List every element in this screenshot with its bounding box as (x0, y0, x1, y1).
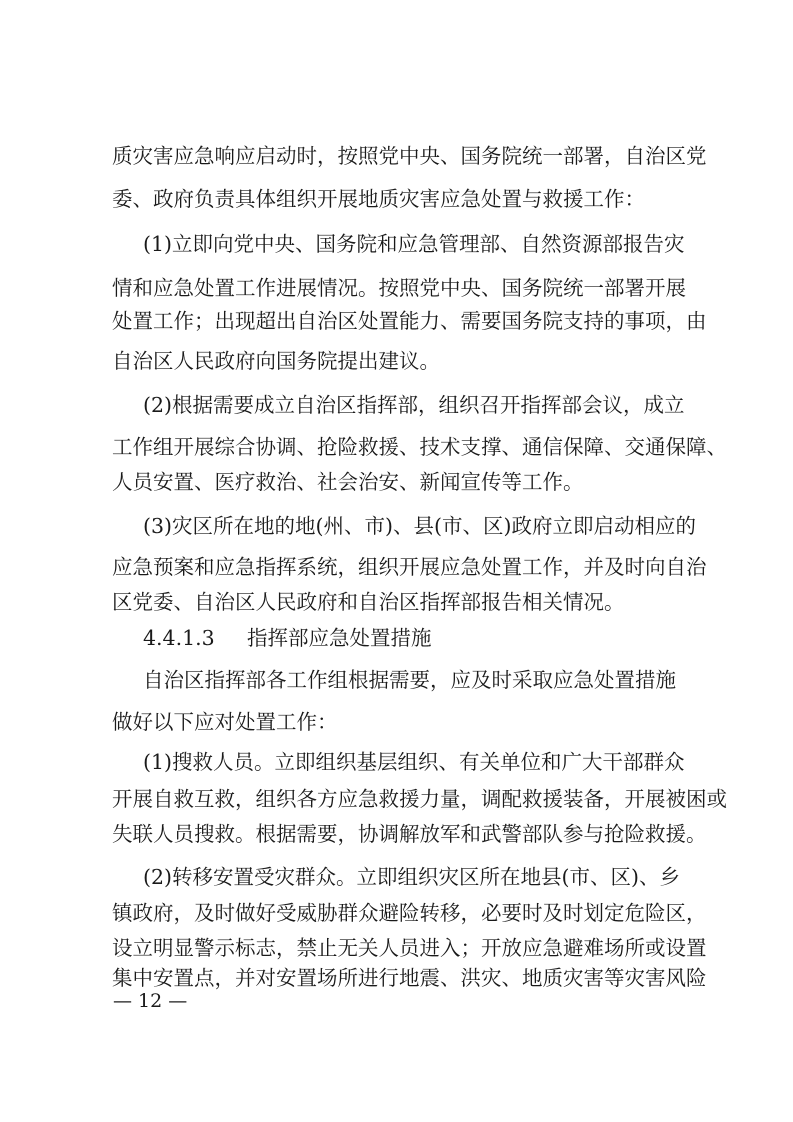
body-text-line (0, 383, 793, 427)
text-segment: 集中安置点，并对安置场所进行地震、洪灾、地质灾害等灾害风险 (112, 966, 707, 990)
text-segment: 委、政府负责具体组织开展地质灾害应急处置与救援工作： (112, 187, 645, 211)
text-segment: 开展自救互救，组织各方应急救援力量，调配救援装备，开展被困或 (112, 787, 727, 811)
text-segment: 镇政府，及时做好受威胁群众避险转移，必要时及时划定危险区， (112, 901, 707, 925)
body-text-line (0, 222, 793, 266)
text-segment: 做好以下应对处置工作： (112, 710, 338, 734)
text-segment: (2)转移安置受灾群众。立即组织灾区所在地县(市、区)、乡 (143, 865, 681, 889)
body-text-line (0, 460, 793, 504)
text-segment: 情和应急处置工作进展情况。按照党中央、国务院统一部署开展 (112, 276, 686, 300)
body-text-line (0, 299, 793, 343)
text-segment: 处置工作；出现超出自治区处置能力、需要国务院支持的事项，由 (112, 309, 707, 333)
text-segment: 失联人员搜救。根据需要，协调解放军和武警部队参与抢险救援。 (112, 822, 707, 846)
text-segment: (2)根据需要成立自治区指挥部，组织召开指挥部会议，成立 (143, 393, 685, 417)
section-heading (0, 616, 793, 660)
text-segment: 人员安置、医疗救治、社会治安、新闻宣传等工作。 (112, 470, 584, 494)
text-segment: (3)灾区所在地的地(州、市)、县(市、区)政府立即启动相应的 (143, 514, 697, 538)
text-segment: (1)立即向党中央、国务院和应急管理部、自然资源部报告灾 (143, 232, 685, 256)
body-text-line (0, 134, 793, 178)
text-segment: 自治区指挥部各工作组根据需要，应及时采取应急处置措施 (143, 668, 676, 692)
body-text-line (0, 504, 793, 548)
text-segment: 应急预案和应急指挥系统，组织开展应急处置工作，并及时向自治 (112, 555, 707, 579)
text-segment: (1)搜救人员。立即组织基层组织、有关单位和广大干部群众 (143, 750, 685, 774)
text-segment: 工作组开展综合协调、抢险救援、技术支撑、通信保障、交通保障、 (112, 435, 727, 459)
section-title: 指挥部应急处置措施 (247, 626, 432, 650)
text-segment: 质灾害应急响应启动时，按照党中央、国务院统一部署，自治区党 (112, 144, 707, 168)
body-text-line (0, 812, 793, 856)
text-segment: 区党委、自治区人民政府和自治区指挥部报告相关情况。 (112, 590, 625, 614)
page-number: — 12 — (113, 990, 188, 1012)
body-text-line (0, 700, 793, 744)
body-text-line (0, 339, 793, 383)
body-text-line (0, 177, 793, 221)
text-segment: 设立明显警示标志，禁止无关人员进入；开放应急避难场所或设置 (112, 936, 707, 960)
section-number: 4.4.1.3 (143, 626, 215, 650)
text-segment: 自治区人民政府向国务院提出建议。 (112, 349, 440, 373)
body-text-line (0, 658, 793, 702)
